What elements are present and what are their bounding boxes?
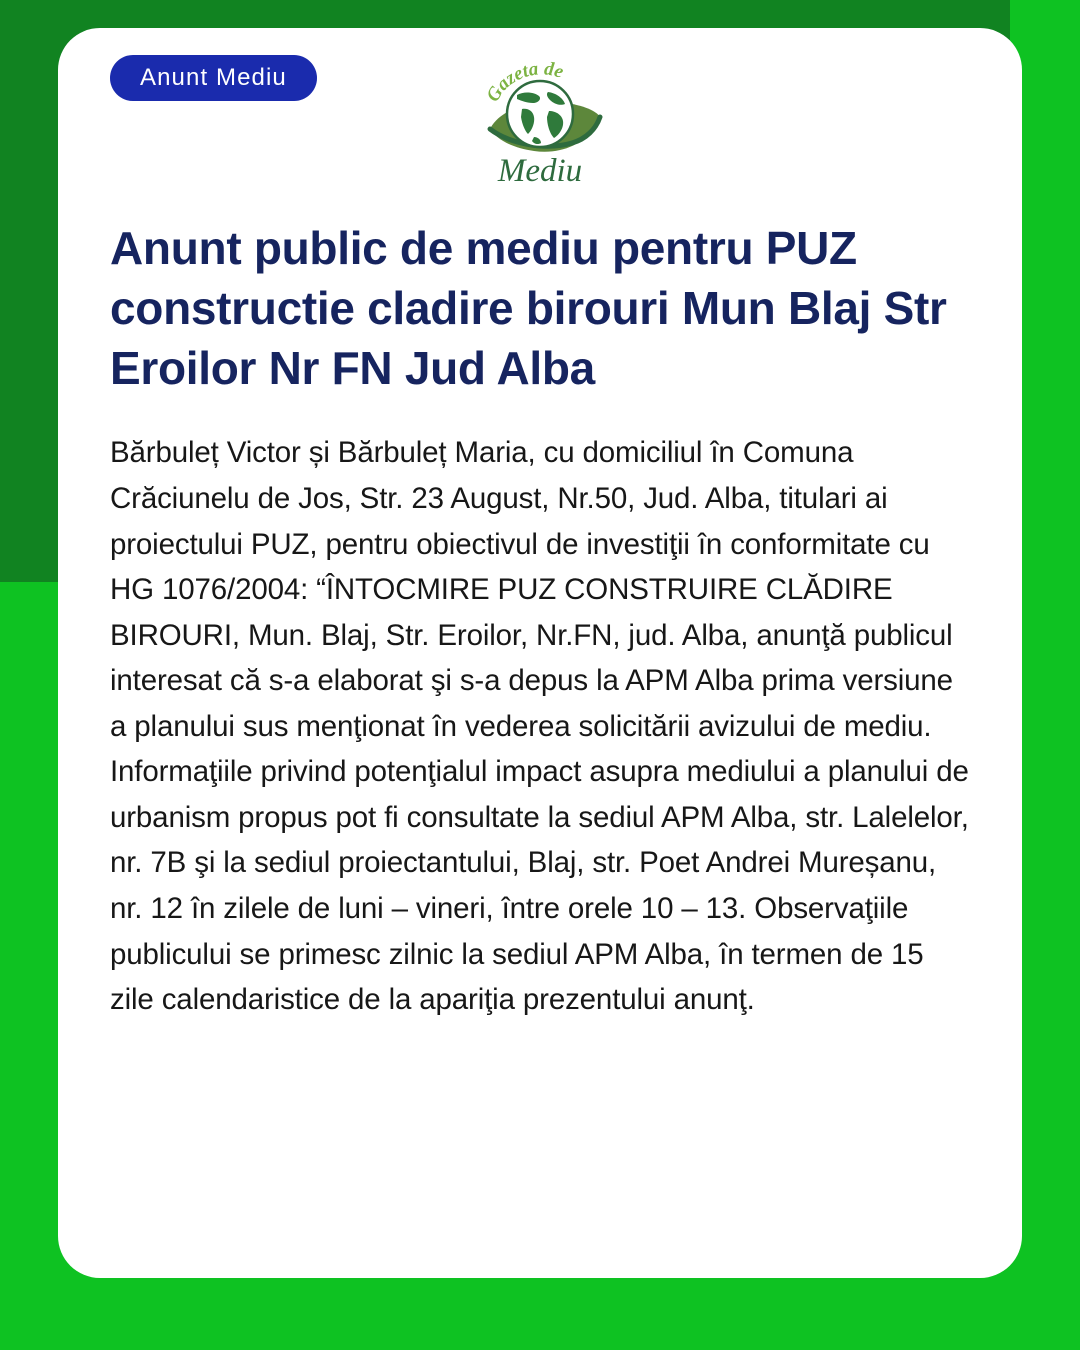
category-badge[interactable] bbox=[110, 55, 317, 101]
category-badge-label: Anunt Mediu bbox=[140, 63, 287, 91]
card-content bbox=[58, 28, 1022, 1278]
logo-top-text-path: Gazeta de bbox=[482, 58, 566, 106]
announcement-body: Bărbuleț Victor și Bărbuleț Maria, cu domiciliul în Comuna Crăciunelu de Jos, Str. 23 August, Nr.50, Jud. Alba, titulari ai proiectului PUZ, pentru obiectivul de investiţii în conformitate cu HG 1076/2004: “ÎNTOCMIRE PUZ CONSTRUIRE CLĂDIRE BIROURI, Mun. Blaj, Str. Eroilor, Nr.FN, jud. Alba, anunţă publicul interesat că s-a elaborat şi s-a depus la APM Alba prima versiune a planului sus menţionat în vederea solicitării avizului de mediu. Informaţiile privind potenţialul impact asupra mediului a planului de urbanism propus pot fi consultate la sediul APM Alba, str. Lalelelor, nr. 7B şi la sediul proiectantului, Blaj, str. Poet Andrei Mureșanu, nr. 12 în zilele de luni – vineri, între orele 10 – 13. Observaţiile publicului se primesc zilnic la sediul APM Alba, în termen de 15 zile calendaristice de la apariţia prezentului anunţ. bbox=[110, 436, 969, 1017]
globe-leaf-logo bbox=[470, 51, 610, 191]
announcement-card bbox=[58, 28, 1022, 1278]
card-header bbox=[110, 55, 970, 189]
page-title: Anunt public de mediu pentru PUZ constructie cladire birouri Mun Blaj Str Eroilor Nr FN Jud Alba bbox=[110, 222, 947, 394]
logo-bottom-text: Mediu bbox=[497, 153, 583, 189]
